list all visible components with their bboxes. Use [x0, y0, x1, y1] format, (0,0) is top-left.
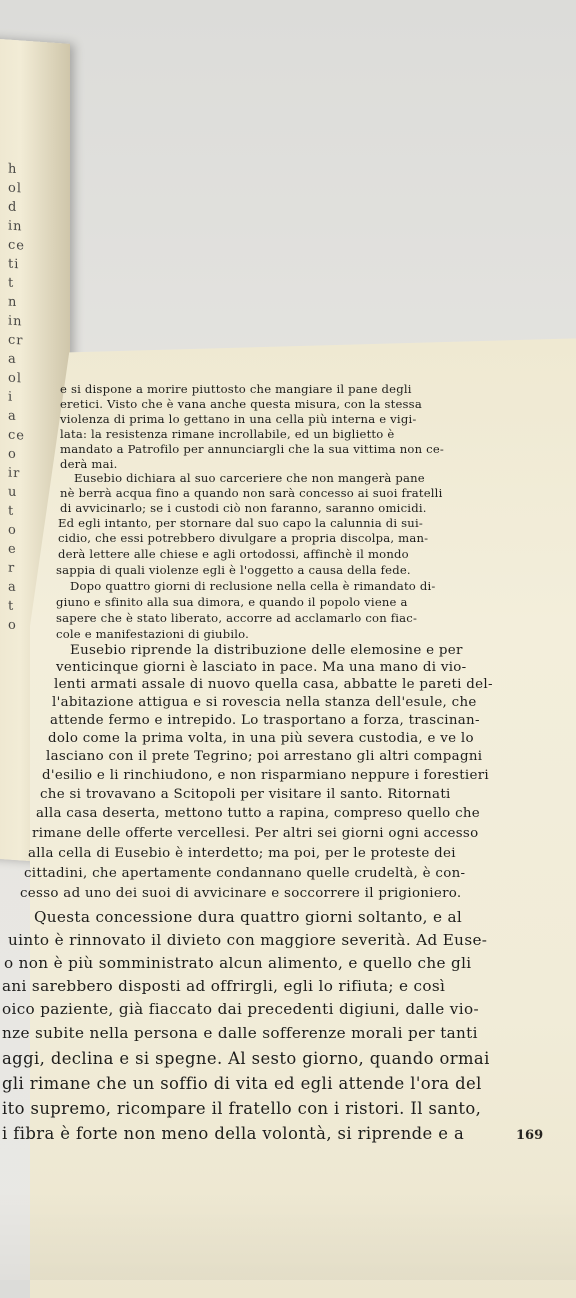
left-page-line: ce: [8, 427, 25, 444]
text-line: i fibra è forte non meno della volontà, si riprende e a: [2, 1124, 465, 1143]
left-page-line: o: [8, 446, 17, 463]
text-line: attende fermo e intrepido. Lo trasportano a forza, trascinan-: [50, 713, 480, 728]
text-line: eretici. Visto che è vana anche questa misura, con la stessa: [60, 397, 422, 411]
text-line: sapere che è stato liberato, accorre ad acclamarlo con fiac-: [56, 611, 418, 625]
left-page-line: ti: [8, 256, 20, 273]
text-line: oico paziente, già fiaccato dai precedenti digiuni, dalle vio-: [2, 1000, 479, 1018]
text-line: Eusebio dichiara al suo carceriere che non mangerà pane: [74, 471, 425, 485]
text-line: lata: la resistenza rimane incrollabile, ed un biglietto è: [60, 427, 395, 441]
text-line: nze subite nella persona e dalle sofferenze morali per tanti: [2, 1024, 478, 1042]
left-page-line: t: [8, 275, 15, 291]
text-line: cittadini, che apertamente condannano quelle crudeltà, è con-: [24, 866, 466, 881]
left-page-line: ce: [8, 237, 25, 254]
text-line: uinto è rinnovato il divieto con maggiore severità. Ad Euse-: [8, 931, 488, 949]
text-line: Questa concessione dura quattro giorni soltanto, e al: [34, 908, 463, 926]
left-page-line: a: [8, 408, 17, 425]
left-page-line: r: [8, 560, 16, 577]
left-page-line: n: [8, 294, 18, 311]
text-line: Ed egli intanto, per stornare dal suo capo la calunnia di sui-: [58, 516, 423, 530]
text-line: l'abitazione attigua e si rovescia nella stanza dell'esule, che: [52, 695, 477, 710]
text-line: ito supremo, ricompare il fratello con i ristori. Il santo,: [2, 1099, 482, 1118]
left-page-line: a: [8, 579, 17, 596]
text-line: gli rimane che un soffio di vita ed egli attende l'ora del: [2, 1074, 482, 1093]
left-page-line: t: [8, 503, 15, 519]
page-number: 169: [516, 1128, 544, 1143]
bottom-shadow: [0, 1190, 576, 1280]
text-line: d'esilio e li rinchiudono, e non risparmiano neppure i forestieri: [42, 768, 489, 783]
text-line: che si trovavano a Scitopoli per visitare il santo. Ritornati: [40, 787, 451, 802]
text-line: Eusebio riprende la distribuzione delle elemosine e per: [70, 643, 463, 658]
left-page-line: in: [8, 218, 23, 235]
text-line: di avvicinarlo; se i custodi ciò non faranno, saranno omicidi.: [60, 501, 427, 515]
left-page-line: t: [8, 598, 15, 614]
text-line: e si dispone a morire piuttosto che mangiare il pane degli: [60, 382, 412, 396]
text-line: ani sarebbero disposti ad offrirgli, egli lo rifiuta; e così: [2, 977, 446, 995]
left-page-line: a: [8, 351, 17, 368]
text-line: lenti armati assale di nuovo quella casa, abbatte le pareti del-: [54, 677, 493, 692]
left-page-line: ir: [8, 465, 21, 482]
text-line: derà lettere alle chiese e agli ortodossi, affinchè il mondo: [58, 547, 409, 561]
text-line: aggi, declina e si spegne. Al sesto giorno, quando ormai: [2, 1049, 490, 1068]
left-page-line: o: [8, 522, 17, 539]
left-page-line: cr: [8, 332, 24, 349]
text-line: mandato a Patrofilo per annunciargli che la sua vittima non ce-: [60, 442, 445, 456]
text-line: derà mai.: [60, 457, 118, 471]
text-line: o non è più somministrato alcun alimento, e quello che gli: [4, 954, 472, 972]
text-line: rimane delle offerte vercellesi. Per altri sei giorni ogni accesso: [32, 826, 479, 841]
text-line: venticinque giorni è lasciato in pace. Ma una mano di vio-: [56, 660, 467, 675]
left-page-line: ol: [8, 180, 22, 197]
text-line: cidio, che essi potrebbero divulgare a propria discolpa, man-: [58, 531, 429, 545]
text-line: alla casa deserta, mettono tutto a rapina, compreso quello che: [36, 806, 481, 821]
left-page-line: i: [8, 389, 14, 405]
text-line: lasciano con il prete Tegrino; poi arrestano gli altri compagni: [46, 749, 483, 764]
left-page-line: e: [8, 541, 17, 558]
left-page-line: in: [8, 313, 23, 330]
text-line: giuno e sfinito alla sua dimora, e quando il popolo viene a: [56, 595, 408, 609]
left-page-line: d: [8, 199, 18, 216]
left-page-line: h: [8, 161, 18, 178]
left-page-line: ol: [8, 370, 22, 387]
text-line: sappia di quali violenze egli è l'oggetto a causa della fede.: [56, 563, 411, 577]
text-line: Dopo quattro giorni di reclusione nella cella è rimandato di-: [70, 579, 436, 593]
text-line: cesso ad uno dei suoi di avvicinare e soccorrere il prigioniero.: [20, 886, 462, 901]
text-line: cole e manifestazioni di giubilo.: [56, 627, 249, 641]
left-page-line: u: [8, 484, 18, 501]
left-page-line: o: [8, 617, 17, 634]
text-line: violenza di prima lo gettano in una cella più interna e vigi-: [60, 412, 417, 426]
text-line: dolo come la prima volta, in una più severa custodia, e ve lo: [48, 731, 474, 746]
text-line: alla cella di Eusebio è interdetto; ma poi, per le proteste dei: [28, 846, 456, 861]
text-line: nè berrà acqua fino a quando non sarà concesso ai suoi fratelli: [60, 486, 443, 500]
